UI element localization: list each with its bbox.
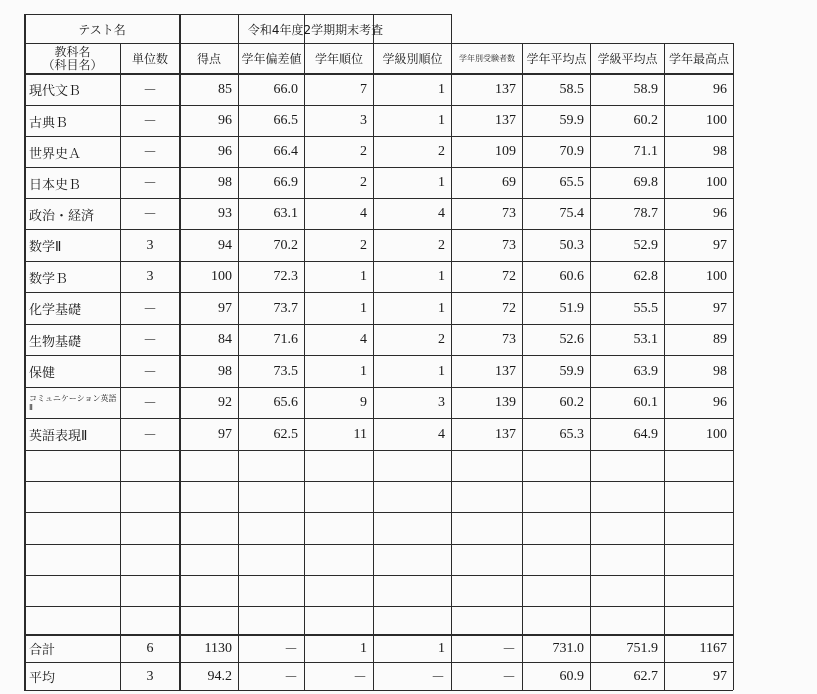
column-header: 学年偏差値 (241, 52, 302, 66)
cell-class-avg: 71.1 (633, 144, 658, 159)
test-name-label: テスト名 (78, 22, 126, 37)
cell-score: 96 (218, 144, 232, 159)
cell-grade-avg: 70.9 (559, 144, 584, 159)
cell-class-rank: 1 (438, 300, 445, 316)
cell-grade-rank: 7 (360, 81, 367, 97)
total-cell-class-avg: 751.9 (626, 640, 658, 656)
cell-examinees: 109 (495, 144, 516, 159)
cell-grade-rank: 11 (353, 426, 367, 442)
cell-grade-max: 98 (713, 144, 727, 159)
cell-class-avg: 78.7 (633, 206, 658, 221)
cell-grade-max: 96 (713, 395, 727, 410)
cell-examinees: 137 (495, 113, 516, 128)
h-rule (24, 512, 733, 513)
cell-score: 98 (218, 175, 232, 190)
cell-examinees: 72 (502, 300, 516, 316)
cell-score: 98 (218, 363, 232, 379)
subject-name: 世界史Ａ (29, 146, 82, 162)
cell-grade-avg: 52.6 (559, 332, 584, 347)
h-rule (24, 450, 733, 451)
cell-dev: 62.5 (273, 426, 298, 442)
cell-grade-avg: 75.4 (559, 206, 584, 221)
cell-class-rank: 4 (438, 206, 445, 221)
h-rule (24, 690, 733, 691)
column-header: 学年最高点 (668, 52, 729, 66)
cell-examinees: 73 (502, 237, 516, 253)
average-cell-units: 3 (146, 668, 154, 684)
total-cell-units: 6 (146, 640, 154, 656)
average-cell-examinees: － (502, 670, 516, 686)
cell-class-rank: 2 (438, 237, 445, 253)
cell-class-avg: 69.8 (633, 175, 658, 190)
cell-grade-avg: 60.6 (559, 269, 584, 284)
cell-score: 97 (218, 426, 232, 442)
average-cell-score: 94.2 (207, 668, 232, 684)
cell-grade-avg: 59.9 (559, 363, 584, 379)
subject-name: 生物基礎 (29, 334, 82, 350)
cell-class-avg: 60.2 (633, 113, 658, 128)
cell-class-avg: 63.9 (633, 363, 658, 379)
cell-dev: 70.2 (273, 237, 298, 253)
cell-examinees: 137 (495, 426, 516, 442)
total-cell-examinees: － (502, 642, 516, 658)
cell-grade-rank: 4 (360, 332, 367, 347)
cell-grade-rank: 1 (360, 363, 367, 379)
cell-grade-rank: 3 (360, 113, 367, 128)
total-cell-class-rank: 1 (438, 640, 445, 656)
cell-score: 96 (218, 113, 232, 128)
cell-grade-avg: 60.2 (559, 395, 584, 410)
average-label: 平均 (29, 671, 56, 686)
cell-grade-avg: 65.5 (559, 175, 584, 190)
cell-class-avg: 55.5 (633, 300, 658, 316)
cell-units: － (143, 397, 157, 412)
h-rule (24, 544, 733, 545)
cell-dev: 66.4 (273, 144, 298, 159)
subject-name: 英語表現Ⅱ (29, 429, 88, 444)
total-cell-grade-avg: 731.0 (552, 640, 584, 656)
cell-examinees: 139 (495, 395, 516, 410)
cell-score: 97 (218, 300, 232, 316)
test-name-value: 令和4年度2学期期末考査 (247, 22, 384, 37)
cell-grade-max: 98 (713, 363, 727, 379)
subject-name: 保健 (29, 366, 56, 381)
cell-score: 85 (218, 81, 232, 97)
cell-score: 94 (218, 237, 232, 253)
cell-class-rank: 4 (438, 426, 445, 442)
cell-dev: 72.3 (273, 269, 298, 284)
cell-class-avg: 62.8 (633, 269, 658, 284)
cell-examinees: 73 (502, 332, 516, 347)
average-cell-class-avg: 62.7 (633, 668, 658, 684)
total-cell-score: 1130 (204, 640, 232, 656)
average-cell-grade-avg: 60.9 (559, 668, 584, 684)
column-header: 学級別順位 (382, 52, 443, 66)
cell-class-rank: 1 (438, 363, 445, 379)
subject-name: 数学Ⅱ (29, 240, 62, 255)
subject-name: 化学基礎 (29, 303, 82, 318)
cell-grade-rank: 9 (360, 395, 367, 410)
cell-units: － (143, 208, 157, 223)
subject-name: コミュニケーション英語Ⅱ (29, 394, 117, 412)
column-header: 学年順位 (314, 52, 363, 66)
cell-class-avg: 58.9 (633, 81, 658, 97)
cell-examinees: 72 (502, 269, 516, 284)
cell-class-avg: 64.9 (633, 426, 658, 442)
cell-grade-rank: 2 (360, 144, 367, 159)
cell-units: － (143, 83, 157, 99)
cell-grade-max: 97 (713, 237, 727, 253)
cell-units: － (143, 302, 157, 318)
cell-class-rank: 2 (438, 332, 445, 347)
cell-grade-max: 100 (706, 269, 727, 284)
subject-name: 数学Ｂ (29, 271, 69, 287)
cell-units: － (143, 365, 157, 381)
average-cell-grade-max: 97 (713, 668, 727, 684)
column-header: 学年平均点 (526, 52, 587, 66)
column-header: 教科名 （科目名） (42, 44, 103, 72)
cell-dev: 71.6 (273, 332, 298, 347)
column-header: 単位数 (131, 52, 168, 66)
cell-dev: 73.5 (273, 363, 298, 379)
cell-units: 3 (146, 269, 154, 284)
cell-examinees: 137 (495, 363, 516, 379)
cell-units: － (143, 146, 157, 161)
subject-name: 古典Ｂ (29, 115, 69, 131)
cell-class-avg: 52.9 (633, 237, 658, 253)
cell-grade-max: 100 (706, 113, 727, 128)
average-cell-class-rank: － (431, 670, 445, 686)
cell-grade-max: 100 (706, 426, 727, 442)
cell-class-rank: 1 (438, 81, 445, 97)
cell-examinees: 73 (502, 206, 516, 221)
cell-grade-max: 97 (713, 300, 727, 316)
cell-dev: 66.0 (273, 81, 298, 97)
cell-dev: 65.6 (273, 395, 298, 410)
cell-score: 100 (211, 269, 232, 284)
column-header: 学級平均点 (597, 52, 658, 66)
cell-dev: 73.7 (273, 300, 298, 316)
cell-dev: 66.9 (273, 175, 298, 190)
cell-grade-max: 89 (713, 332, 727, 347)
cell-class-avg: 53.1 (633, 332, 658, 347)
v-rule (733, 43, 734, 690)
cell-grade-max: 96 (713, 81, 727, 97)
cell-class-avg: 60.1 (633, 395, 658, 410)
cell-units: 3 (146, 237, 154, 253)
cell-score: 84 (218, 332, 232, 347)
cell-grade-avg: 59.9 (559, 113, 584, 128)
total-cell-grade-rank: 1 (360, 640, 367, 656)
h-rule (24, 575, 733, 576)
total-cell-dev: － (284, 642, 298, 658)
cell-grade-rank: 2 (360, 175, 367, 190)
cell-grade-rank: 2 (360, 237, 367, 253)
cell-units: － (143, 177, 157, 192)
cell-units: － (143, 115, 157, 130)
cell-grade-max: 100 (706, 175, 727, 190)
cell-grade-avg: 65.3 (559, 426, 584, 442)
cell-class-rank: 1 (438, 175, 445, 190)
cell-class-rank: 2 (438, 144, 445, 159)
cell-class-rank: 1 (438, 113, 445, 128)
cell-dev: 63.1 (273, 206, 298, 221)
column-header: 得点 (196, 52, 221, 66)
cell-dev: 66.5 (273, 113, 298, 128)
cell-grade-max: 96 (713, 206, 727, 221)
cell-grade-rank: 1 (360, 269, 367, 284)
h-rule (24, 606, 733, 607)
cell-grade-avg: 58.5 (559, 81, 584, 97)
subject-name: 現代文Ｂ (29, 84, 82, 99)
cell-examinees: 137 (495, 81, 516, 97)
average-cell-dev: － (284, 670, 298, 686)
subject-name: 政治・経済 (29, 208, 95, 224)
h-rule (24, 481, 733, 482)
cell-grade-avg: 50.3 (559, 237, 584, 253)
cell-score: 92 (218, 395, 232, 410)
cell-examinees: 69 (502, 175, 516, 190)
cell-class-rank: 1 (438, 269, 445, 284)
cell-units: － (143, 428, 157, 444)
cell-units: － (143, 334, 157, 349)
cell-grade-rank: 4 (360, 206, 367, 221)
total-cell-grade-max: 1167 (699, 640, 727, 656)
column-header: 学年別受験者数 (459, 54, 515, 63)
cell-grade-avg: 51.9 (559, 300, 584, 316)
average-cell-grade-rank: － (353, 670, 367, 686)
subject-name: 日本史Ｂ (29, 177, 82, 193)
cell-class-rank: 3 (438, 395, 445, 410)
cell-grade-rank: 1 (360, 300, 367, 316)
total-label: 合計 (29, 643, 56, 658)
cell-score: 93 (218, 206, 232, 221)
